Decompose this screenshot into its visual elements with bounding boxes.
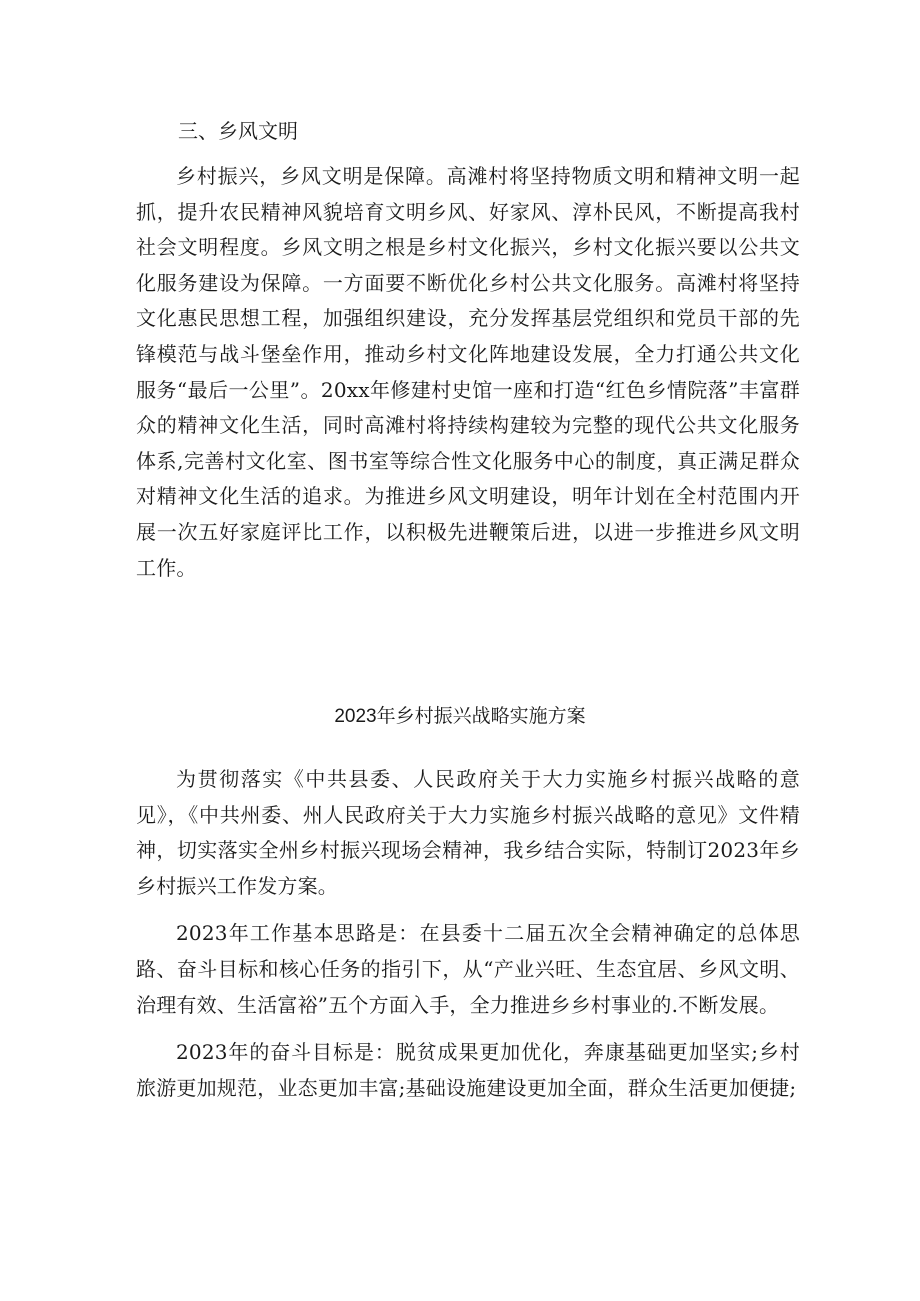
section-body [136,159,800,586]
document-paragraph-2: 2023年工作基本思路是：在县委十二届五次全会精神确定的总体思路、奋斗目标和核心任务的指引下，从“产业兴旺、生态宜居、乡风文明、治理有效、生活富裕”五个方面入手，全力推进乡乡村事业的.不断发展。 [136,921,800,1017]
document-title: 2023年乡村振兴战略实施方案 [334,706,586,727]
document-paragraph-3: 2023年的奋斗目标是：脱贫成果更加优化，奔康基础更加坚实;乡村旅游更加规范，业态更加丰富;基础设施建设更加全面，群众生活更加便捷; [136,1040,800,1100]
document-paragraph-1: 为贯彻落实《中共县委、人民政府关于大力实施乡村振兴战略的意见》，《中共州委、州人民政府关于大力实施乡村振兴战略的意见》文件精神，切实落实全州乡村振兴现场会精神，我乡结合实际，特制订2023年乡乡村振兴工作发方案。 [136,767,800,898]
document-body [136,762,800,1106]
section-paragraph: 乡村振兴，乡风文明是保障。高滩村将坚持物质文明和精神文明一起抓，提升农民精神风貌培育文明乡风、好家风、淳朴民风，不断提高我村社会文明程度。乡风文明之根是乡村文化振兴，乡村文化振兴要以公共文化服务建设为保障。一方面要不断优化乡村公共文化服务。高滩村将坚持文化惠民思想工程，加强组织建设，充分发挥基层党组织和党员干部的先锋模范与战斗堡垒作用，推动乡村文化阵地建设发展，全力打通公共文化服务“最后一公里”。20xx年修建村史馆一座和打造“红色乡情院落”丰富群众的精神文化生活，同时高滩村将持续构建较为完整的现代公共文化服务体系,完善村文化室、图书室等综合性文化服务中心的制度，真正满足群众对精神文化生活的追求。为推进乡风文明建设，明年计划在全村范围内开展一次五好家庭评比工作，以积极先进鞭策后进，以进一步推进乡风文明工作。 [136,164,800,580]
section-heading: 三、乡风文明 [178,119,298,143]
